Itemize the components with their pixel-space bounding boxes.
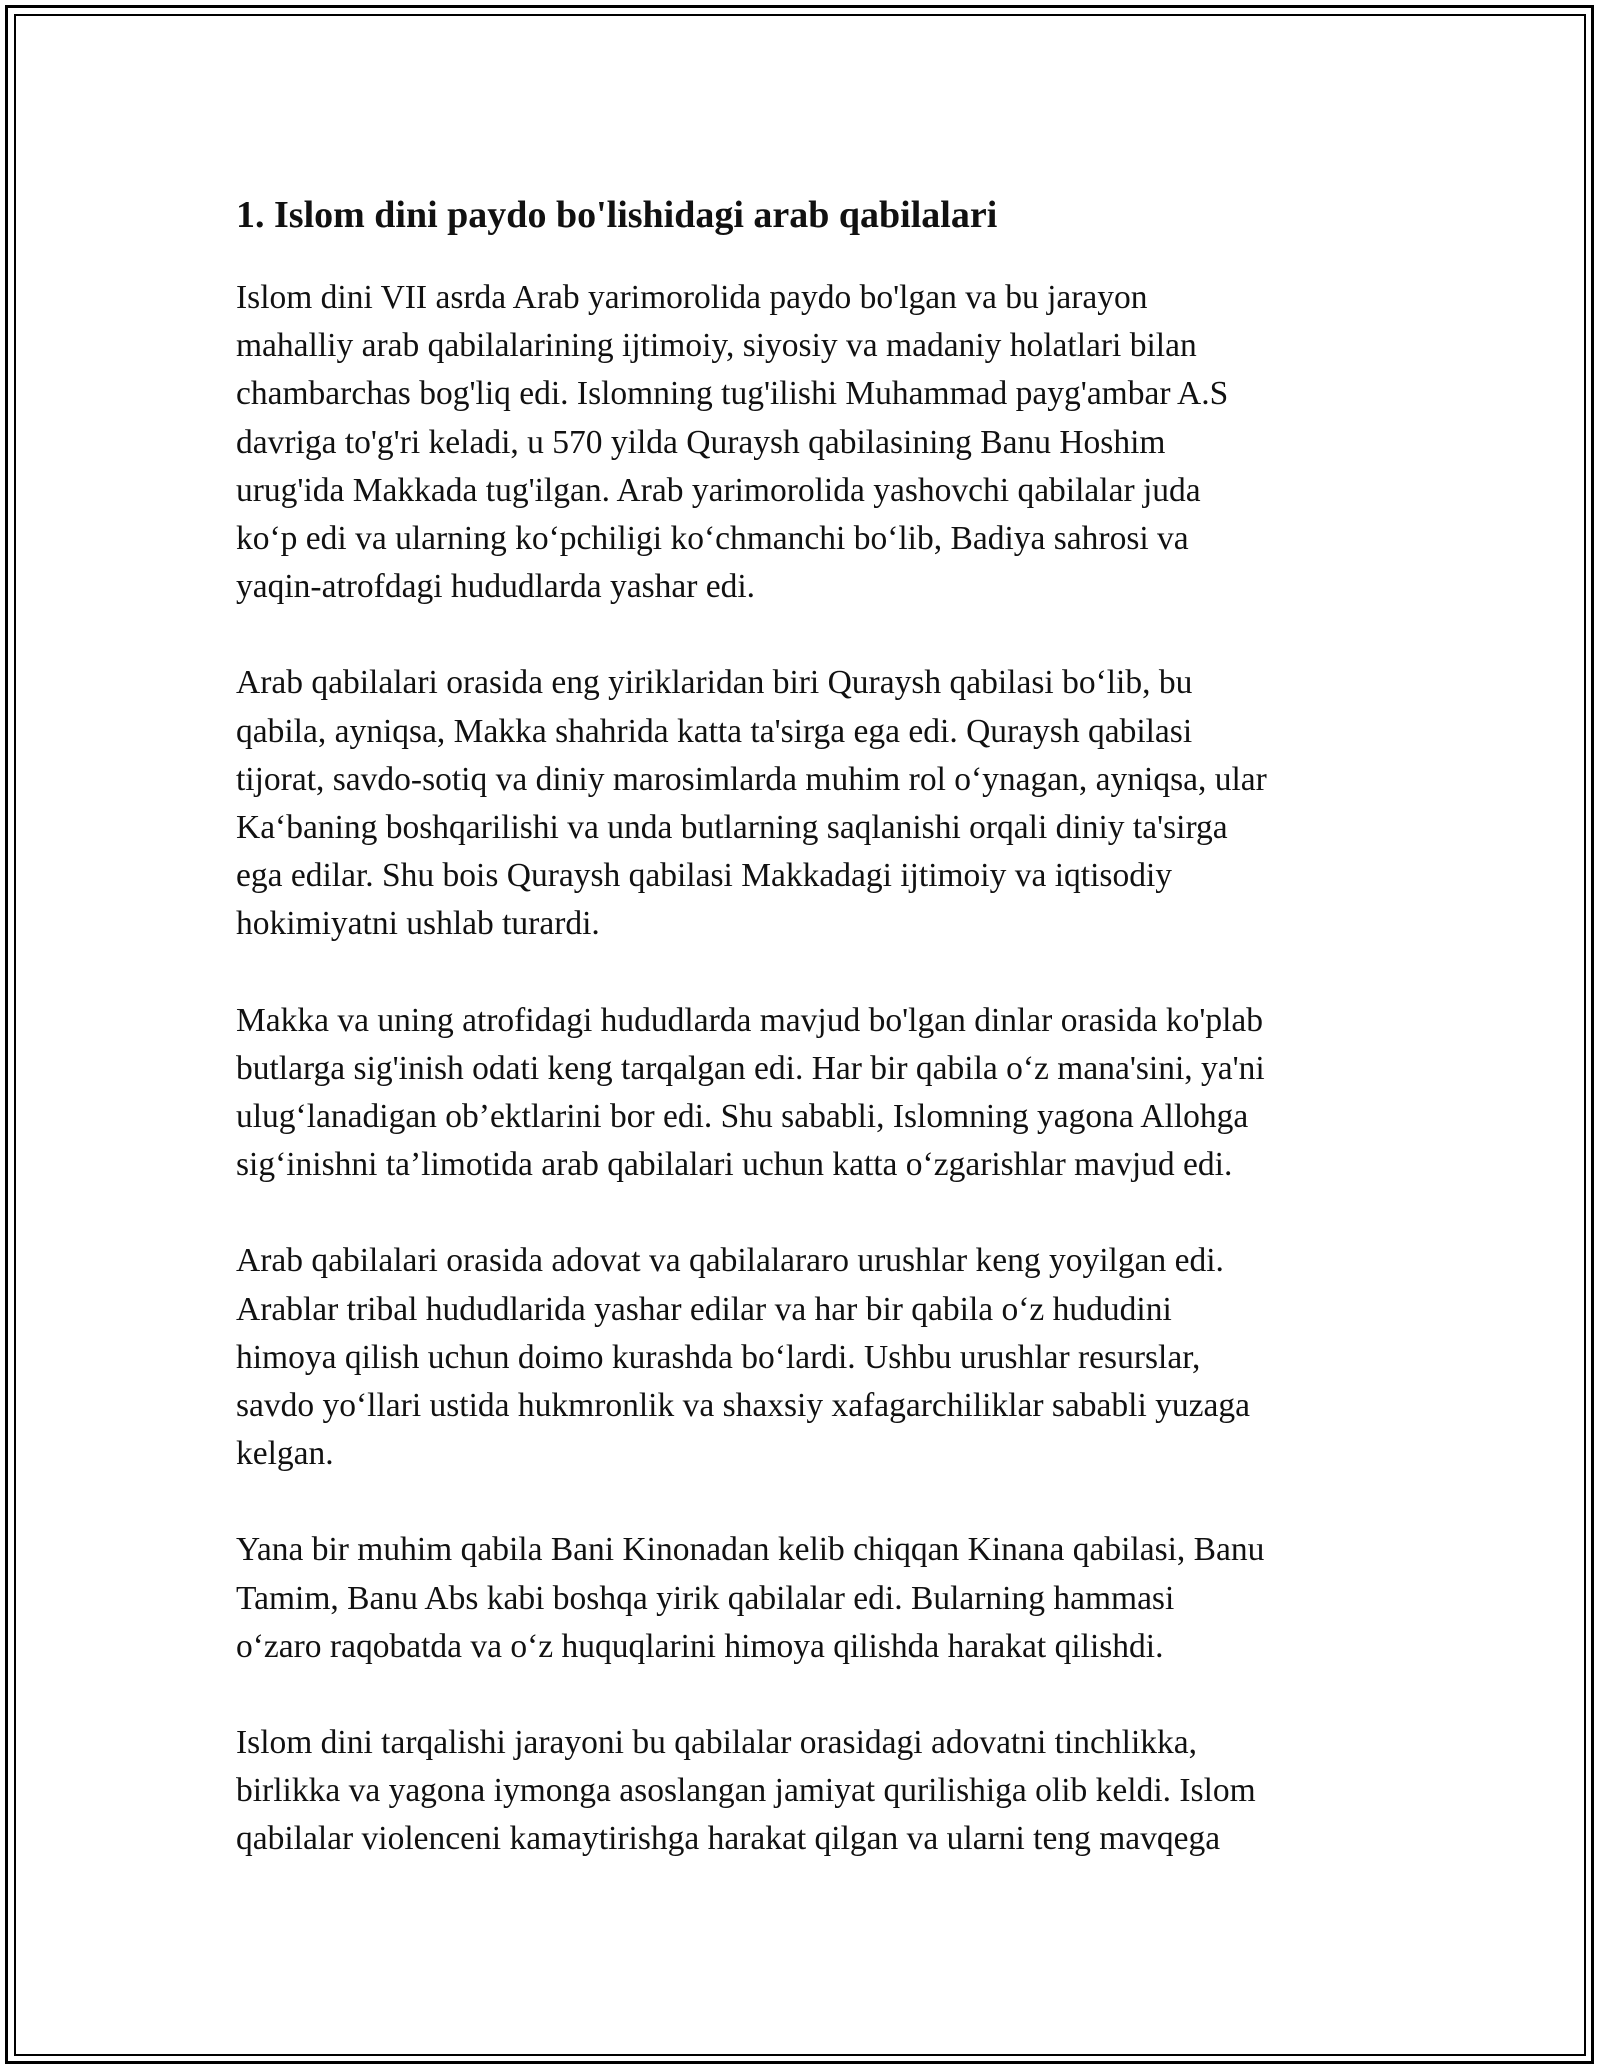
paragraph-line: kelgan. xyxy=(236,1435,334,1473)
paragraph-line: tijorat, savdo-sotiq va diniy marosimlarda muhim rol o‘ynagan, ayniqsa, ular xyxy=(236,760,1267,798)
paragraph-line: Ka‘baning boshqarilishi va unda butlarning saqlanishi orqali diniy ta'sirga xyxy=(236,809,1228,847)
paragraph-line: savdo yo‘llari ustida hukmronlik va shaxsiy xafagarchiliklar sababli yuzaga xyxy=(236,1387,1251,1425)
paragraph-line: himoya qilish uchun doimo kurashda bo‘lardi. Ushbu urushlar resurslar, xyxy=(236,1338,1201,1376)
paragraph-line: sig‘inishni ta’limotida arab qabilalari uchun katta o‘zgarishlar mavjud edi. xyxy=(236,1146,1233,1184)
paragraph-line: mahalliy arab qabilalarining ijtimoiy, siyosiy va madaniy holatlari bilan xyxy=(236,327,1197,365)
paragraph-line: Islom dini tarqalishi jarayoni bu qabilalar orasidagi adovatni tinchlikka, xyxy=(236,1724,1198,1762)
paragraph xyxy=(236,274,1376,611)
paragraph-line: Tamim, Banu Abs kabi boshqa yirik qabilalar edi. Bularning hammasi xyxy=(236,1579,1175,1617)
paragraph-line: chambarchas bog'liq edi. Islomning tug'ilishi Muhammad payg'ambar A.S xyxy=(236,375,1229,413)
paragraph xyxy=(236,1237,1376,1478)
paragraph xyxy=(236,1526,1376,1671)
paragraph-line: Arablar tribal hududlarida yashar edilar va har bir qabila o‘z hududini xyxy=(236,1290,1172,1328)
paragraph-line: qabila, ayniqsa, Makka shahrida katta ta'sirga ega edi. Quraysh qabilasi xyxy=(236,712,1193,750)
section-heading: 1. Islom dini paydo bo'lishidagi arab qabilalari xyxy=(236,194,998,236)
paragraph-line: Arab qabilalari orasida adovat va qabilalararo urushlar keng yoyilgan edi. xyxy=(236,1242,1224,1280)
paragraph-line: butlarga sig'inish odati keng tarqalgan edi. Har bir qabila o‘z mana'sini, ya'ni xyxy=(236,1049,1265,1087)
paragraph xyxy=(236,997,1376,1190)
paragraph-line: Islom dini VII asrda Arab yarimorolida paydo bo'lgan va bu jarayon xyxy=(236,279,1148,316)
paragraph-line: Makka va uning atrofidagi hududlarda mavjud bo'lgan dinlar orasida ko'plab xyxy=(236,1001,1264,1039)
paragraph xyxy=(236,659,1376,948)
paragraph-line: qabilalar violenceni kamaytirishga harakat qilgan va ularni teng mavqega xyxy=(236,1820,1221,1858)
paragraph-list xyxy=(236,274,1376,1864)
paragraph-line: ulug‘lanadigan ob’ektlarini bor edi. Shu sababli, Islomning yagona Allohga xyxy=(236,1098,1249,1136)
paragraph xyxy=(236,1719,1376,1864)
paragraph-line: Arab qabilalari orasida eng yiriklaridan biri Quraysh qabilasi bo‘lib, bu xyxy=(236,664,1193,702)
paragraph-line: yaqin-atrofdagi hududlarda yashar edi. xyxy=(236,568,756,606)
paragraph-line: davriga to'g'ri keladi, u 570 yilda Quraysh qabilasining Banu Hoshim xyxy=(236,423,1166,461)
paragraph-line: birlikka va yagona iymonga asoslangan jamiyat qurilishiga olib keldi. Islom xyxy=(236,1772,1256,1810)
paragraph-line: Yana bir muhim qabila Bani Kinonadan kelib chiqqan Kinana qabilasi, Banu xyxy=(236,1531,1265,1569)
paragraph-line: hokimiyatni ushlab turardi. xyxy=(236,905,600,943)
paragraph-line: ega edilar. Shu bois Quraysh qabilasi Makkadagi ijtimoiy va iqtisodiy xyxy=(236,857,1173,895)
paragraph-line: urug'ida Makkada tug'ilgan. Arab yarimorolida yashovchi qabilalar juda xyxy=(236,471,1201,509)
paragraph-line: ko‘p edi va ularning ko‘pchiligi ko‘chmanchi bo‘lib, Badiya sahrosi va xyxy=(236,520,1189,558)
document-body xyxy=(236,186,1376,1912)
paragraph-line: o‘zaro raqobatda va o‘z huquqlarini himoya qilishda harakat qilishdi. xyxy=(236,1627,1164,1665)
